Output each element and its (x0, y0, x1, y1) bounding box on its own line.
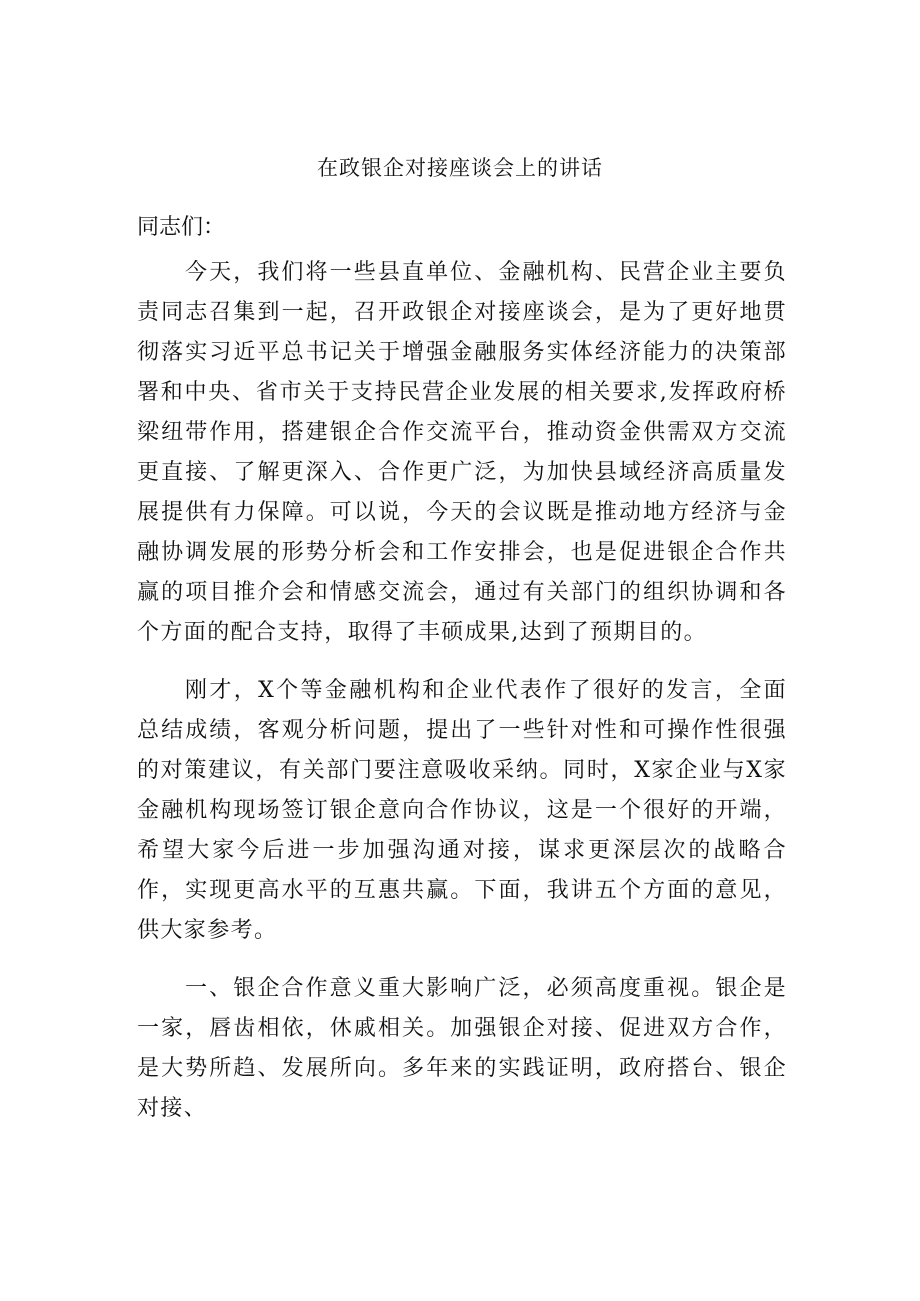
document-title: 在政银企对接座谈会上的讲话 (317, 156, 603, 180)
paragraph-2: 刚才，X个等金融机构和企业代表作了很好的发言，全面总结成绩，客观分析问题，提出了一些针对性和可操作性很强的对策建议，有关部门要注意吸收采纳。同时，X家企业与X家金融机构现场签订银企意向合作协议，这是一个很好的开端，希望大家今后进一步加强沟通对接，谋求更深层次的战略合作，实现更高水平的互惠共赢。下面，我讲五个方面的意见，供大家参考。 (137, 678, 787, 943)
paragraph-3: 一、银企合作意义重大影响广泛，必须高度重视。银企是一家，唇齿相依，休戚相关。加强银企对接、促进双方合作，是大势所趋、发展所向。多年来的实践证明，政府搭台、银企对接、 (137, 976, 787, 1121)
paragraph-1: 今天，我们将一些县直单位、金融机构、民营企业主要负责同志召集到一起，召开政银企对接座谈会，是为了更好地贯彻落实习近平总书记关于增强金融服务实体经济能力的决策部署和中央、省市关于支持民营企业发展的相关要求,发挥政府桥梁纽带作用，搭建银企合作交流平台，推动资金供需双方交流更直接、了解更深入、合作更广泛，为加快县域经济高质量发展提供有力保障。可以说，今天的会议既是推动地方经济与金融协调发展的形势分析会和工作安排会，也是促进银企合作共赢的项目推介会和情感交流会，通过有关部门的组织协调和各个方面的配合支持，取得了丰硕成果,达到了预期目的。 (137, 260, 787, 645)
document-body (137, 253, 787, 1147)
salutation: 同志们： (137, 215, 226, 240)
